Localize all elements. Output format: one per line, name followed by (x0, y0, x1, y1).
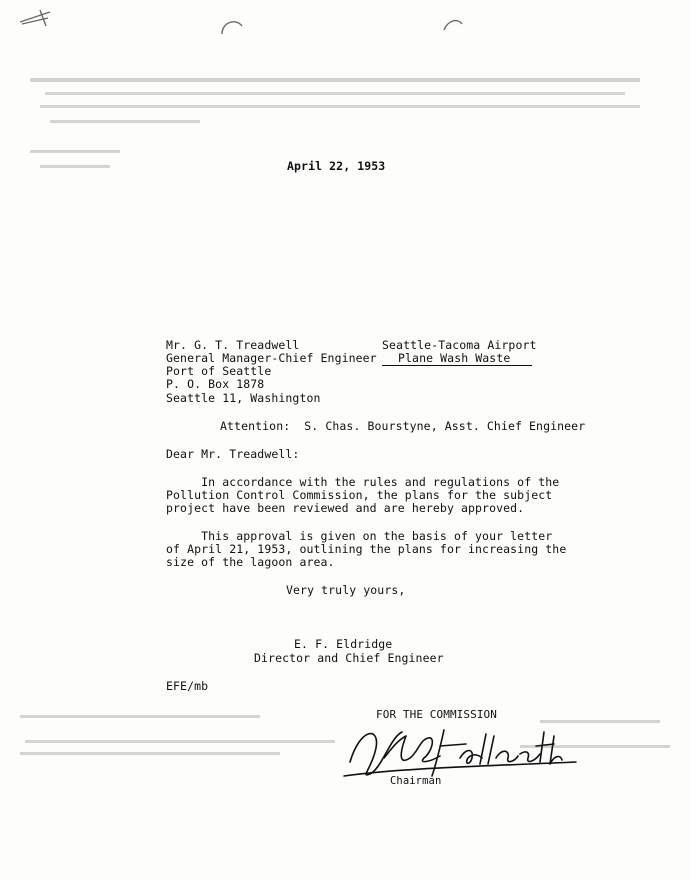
address-line: P. O. Box 1878 (166, 377, 265, 391)
paragraph-line: In accordance with the rules and regulations of the (166, 475, 560, 489)
letter-date: April 22, 1953 (287, 159, 386, 173)
attention-line: Attention: S. Chas. Bourstyne, Asst. Chief Engineer (220, 419, 586, 433)
paragraph-line: of April 21, 1953, outlining the plans for increasing the (166, 542, 567, 556)
subject-line: Seattle-Tacoma Airport (382, 338, 537, 352)
chairman-label: Chairman (390, 775, 442, 787)
paragraph-line: This approval is given on the basis of your letter (166, 529, 553, 543)
paragraph-line: Pollution Control Commission, the plans for the subject (166, 488, 553, 502)
address-line: General Manager-Chief Engineer (166, 351, 377, 365)
paragraph-line: size of the lagoon area. (166, 555, 335, 569)
typist-initials: EFE/mb (166, 679, 209, 693)
subject-line: Plane Wash Waste (398, 351, 511, 365)
handwritten-signature (340, 718, 580, 788)
signer-name: E. F. Eldridge (294, 637, 393, 651)
subject-underline (382, 365, 532, 366)
address-line: Port of Seattle (166, 364, 272, 378)
address-line: Mr. G. T. Treadwell (166, 338, 300, 352)
closing: Very truly yours, (286, 583, 406, 597)
salutation: Dear Mr. Treadwell: (166, 447, 300, 461)
commission-label: FOR THE COMMISSION (376, 708, 498, 721)
paragraph-line: project have been reviewed and are hereby approved. (166, 501, 525, 515)
signer-title: Director and Chief Engineer (254, 651, 444, 665)
address-line: Seattle 11, Washington (166, 391, 321, 405)
